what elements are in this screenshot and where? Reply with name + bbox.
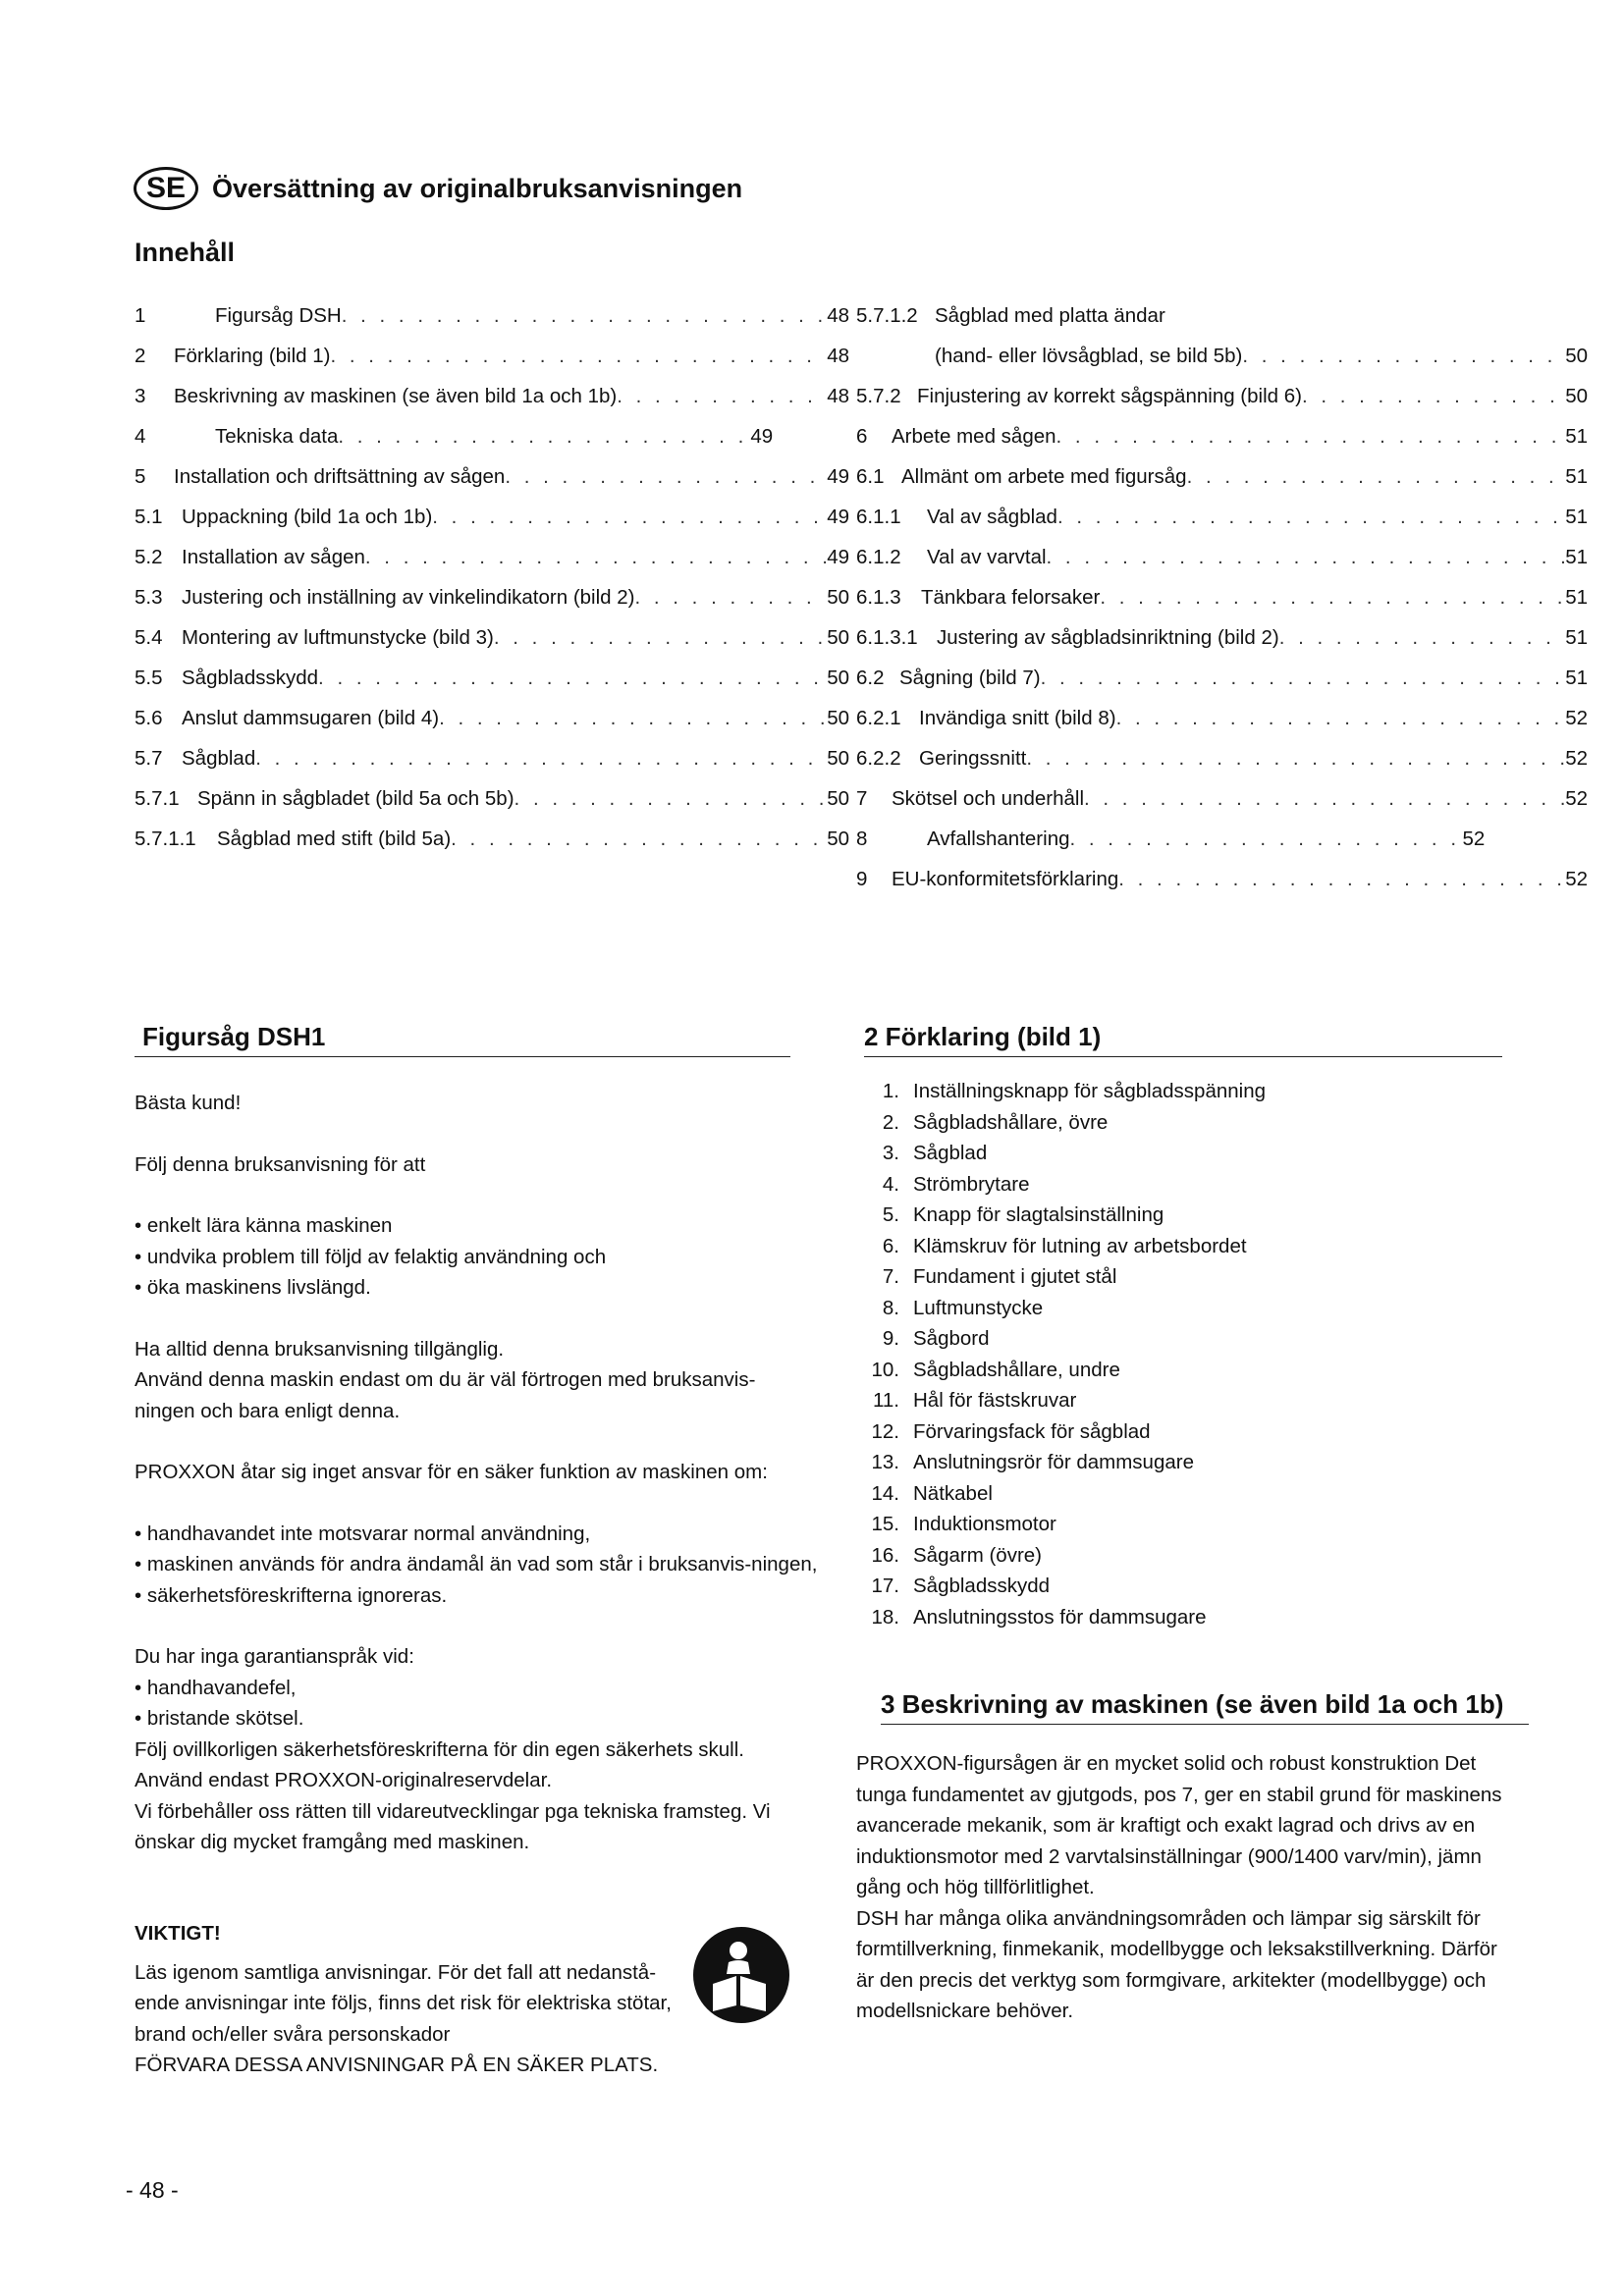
warning-title: VIKTIGT! — [135, 1922, 221, 1945]
toc-entry[interactable] — [135, 465, 849, 506]
legend-item: 17. Sågbladsskydd — [856, 1575, 1504, 1606]
toc-entry[interactable] — [856, 345, 1588, 385]
toc-entry-page: 50 — [827, 707, 849, 729]
legend-item-text: Fundament i gjutet stål — [913, 1265, 1117, 1288]
toc-entry[interactable] — [856, 465, 1588, 506]
toc-entry-number: 6.2 — [856, 667, 885, 689]
toc-entry-page: 49 — [827, 506, 849, 528]
legend-item: 5. Knapp för slagtalsinställning — [856, 1203, 1504, 1235]
toc-entry[interactable] — [135, 707, 849, 747]
toc-entry-number: 6.1.3 — [856, 586, 901, 609]
bullet-item: • öka maskinens livslängd. — [135, 1272, 841, 1304]
description-line: DSH har många olika användningsområden och lämpar sig särskilt för — [856, 1906, 1481, 1930]
toc-leader-dots — [1302, 385, 1565, 408]
toc-leader-dots — [1187, 465, 1566, 489]
toc-entry[interactable] — [135, 626, 849, 667]
toc-leader-dots — [318, 667, 827, 690]
document-title: Översättning av originalbruksanvisningen — [212, 173, 743, 203]
toc-entry-number: 5.7.1.1 — [135, 828, 196, 850]
legend-item: 10. Sågbladshållare, undre — [856, 1359, 1504, 1390]
toc-entry-number: 6.1.1 — [856, 506, 901, 528]
legend-item: 18. Anslutningsstos för dammsugare — [856, 1606, 1504, 1637]
legend-item-text: Nätkabel — [913, 1481, 993, 1505]
toc-entry-label: Sågblad — [182, 747, 256, 770]
toc-entry[interactable] — [856, 506, 1588, 546]
toc-entry-number: 2 — [135, 345, 146, 367]
page-number: - 48 - — [126, 2177, 179, 2203]
toc-entry-label: Invändiga snitt (bild 8) — [919, 707, 1116, 729]
toc-leader-dots — [338, 425, 750, 449]
bullet-item: • handhavandet inte motsvarar normal användning, — [135, 1519, 841, 1550]
paragraph: önskar dig mycket framgång med maskinen. — [135, 1831, 530, 1853]
toc-entry-page: 50 — [1565, 345, 1588, 367]
toc-entry-number: 5.7 — [135, 747, 163, 770]
description-line: avancerade mekanik, som är kraftigt och exakt lagrad och drivs av en — [856, 1814, 1476, 1837]
legend-item: 15. Induktionsmotor — [856, 1513, 1504, 1544]
section-title-forklaring: 2 Förklaring (bild 1) — [864, 1022, 1502, 1057]
warning-block — [135, 1918, 704, 2081]
toc-entry-page: 52 — [1565, 707, 1588, 729]
toc-entry-page: 50 — [827, 828, 849, 850]
legend-item-text: Sågbladsskydd — [913, 1575, 1051, 1597]
toc-entry[interactable] — [135, 304, 849, 345]
toc-leader-dots — [1041, 667, 1566, 690]
toc-entry-label: Installation och driftsättning av sågen — [174, 465, 506, 488]
toc-entry-page: 49 — [827, 465, 849, 488]
legend-item-text: Klämskruv för lutning av arbetsbordet — [913, 1234, 1247, 1257]
legend-item: 7. Fundament i gjutet stål — [856, 1265, 1504, 1297]
description-line: tunga fundamentet av gjutgods, pos 7, ger en stabil grund för maskinens — [856, 1783, 1502, 1806]
legend-item-text: Knapp för slagtalsinställning — [913, 1203, 1164, 1226]
toc-leader-dots — [635, 586, 828, 610]
legend-item-text: Strömbrytare — [913, 1172, 1030, 1196]
toc-entry-label: Justering och inställning av vinkelindikatorn (bild 2) — [182, 586, 635, 609]
toc-entry-page: 51 — [1565, 546, 1588, 568]
toc-entry-number: 5.1 — [135, 506, 163, 528]
bullet-item: • undvika problem till följd av felaktig användning och — [135, 1242, 841, 1273]
toc-entry-page: 52 — [1565, 747, 1588, 770]
toc-entry[interactable] — [856, 425, 1588, 465]
paragraph: PROXXON åtar sig inget ansvar för en säker funktion av maskinen om: — [135, 1461, 768, 1483]
toc-entry-number: 4 — [135, 425, 146, 448]
legend-item: 11. Hål för fästskruvar — [856, 1389, 1504, 1420]
document-header — [134, 167, 742, 210]
legend-item-text: Anslutningsstos för dammsugare — [913, 1605, 1207, 1629]
description-line: är den precis det verktyg som formgivare, arkitekter (modellbygge) och — [856, 1968, 1487, 1992]
section1-body — [135, 1088, 841, 1858]
read-manual-icon — [693, 1927, 789, 2023]
toc-entry-page: 50 — [827, 747, 849, 770]
toc-entry-page: 52 — [1462, 828, 1486, 850]
toc-entry-number: 5.5 — [135, 667, 163, 689]
intro-text: Följ denna bruksanvisning för att — [135, 1152, 426, 1176]
toc-entry-number: 6 — [856, 425, 868, 448]
paragraph: Ha alltid denna bruksanvisning tillgänglig. — [135, 1337, 505, 1361]
toc-leader-dots — [331, 345, 828, 368]
toc-leader-dots — [451, 828, 827, 851]
toc-entry-page: 50 — [827, 667, 849, 689]
toc-entry-label: Allmänt om arbete med figursåg — [901, 465, 1187, 488]
toc-entry-label: Installation av sågen — [182, 546, 365, 568]
toc-entry-page: 50 — [1565, 385, 1588, 407]
toc-entry-number: 6.1.2 — [856, 546, 901, 568]
toc-entry-label: Figursåg DSH — [215, 304, 342, 327]
greeting: Bästa kund! — [135, 1092, 242, 1114]
legend-item: 1. Inställningsknapp för sågbladsspänning — [856, 1080, 1504, 1111]
toc-leader-dots — [255, 747, 827, 771]
legend-item: 6. Klämskruv för lutning av arbetsbordet — [856, 1235, 1504, 1266]
toc-entry-number: 5.2 — [135, 546, 163, 568]
toc-entry-page: 50 — [827, 586, 849, 609]
toc-entry-number: 5.7.2 — [856, 385, 901, 407]
legend-item-text: Hål för fästskruvar — [913, 1389, 1077, 1412]
legend-item-text: Sågblad — [913, 1142, 988, 1164]
toc-entry-number: 5 — [135, 465, 146, 488]
toc-entry[interactable] — [856, 868, 1588, 908]
toc-entry[interactable] — [135, 345, 849, 385]
toc-leader-dots — [1116, 707, 1566, 730]
toc-leader-dots — [1100, 586, 1565, 610]
toc-entry[interactable] — [856, 787, 1588, 828]
toc-leader-dots — [494, 626, 827, 650]
toc-entry-page: 49 — [750, 425, 774, 448]
toc-entry-label: Skötsel och underhåll — [892, 787, 1085, 810]
toc-entry-label: Avfallshantering — [927, 828, 1070, 850]
toc-entry[interactable] — [856, 304, 1588, 345]
toc-entry[interactable] — [135, 828, 849, 868]
paragraph: Använd denna maskin endast om du är väl förtrogen med bruksanvis- — [135, 1368, 756, 1391]
paragraph: Följ ovillkorligen säkerhetsföreskrifterna för din egen säkerhets skull. — [135, 1737, 744, 1761]
toc-entry-label: Val av sågblad — [927, 506, 1057, 528]
toc-leader-dots — [365, 546, 827, 569]
toc-leader-dots — [1070, 828, 1463, 851]
toc-entry-label: (hand- eller lövsågblad, se bild 5b) — [935, 345, 1243, 367]
legend-item: 12. Förvaringsfack för sågblad — [856, 1420, 1504, 1452]
warning-line: brand och/eller svåra personskador — [135, 2022, 451, 2046]
warning-line: Läs igenom samtliga anvisningar. För det fall att nedanstå- — [135, 1960, 657, 1984]
toc-entry-number: 1 — [135, 304, 146, 327]
legend-item: 14. Nätkabel — [856, 1482, 1504, 1514]
toc-entry-label: Sågblad med stift (bild 5a) — [217, 828, 452, 850]
toc-entry-label: Tänkbara felorsaker — [921, 586, 1101, 609]
warning-line: FÖRVARA DESSA ANVISNINGAR PÅ EN SÄKER PLATS. — [135, 2054, 659, 2076]
toc-entry-label: Sågbladsskydd — [182, 667, 319, 689]
paragraph: Använd endast PROXXON-originalreservdelar. — [135, 1769, 553, 1791]
warning-line: ende anvisningar inte följs, finns det risk för elektriska stötar, — [135, 1992, 672, 2014]
toc-right-column — [856, 304, 1588, 908]
legend-item: 9. Sågbord — [856, 1327, 1504, 1359]
toc-entry[interactable] — [135, 546, 849, 586]
language-badge: SE — [134, 167, 198, 210]
toc-entry[interactable] — [135, 667, 849, 707]
toc-entry-page: 48 — [827, 385, 849, 407]
toc-entry-number: 5.4 — [135, 626, 163, 649]
toc-entry[interactable] — [856, 586, 1588, 626]
description-line: formtillverkning, finmekanik, modellbygge och leksakstillverkning. Därför — [856, 1938, 1497, 1960]
toc-entry-label: Beskrivning av maskinen (se även bild 1a och 1b) — [174, 385, 618, 407]
toc-entry-number: 3 — [135, 385, 146, 407]
toc-entry-number: 9 — [856, 868, 868, 890]
bullet-item: • handhavandefel, — [135, 1673, 841, 1704]
toc-leader-dots — [1047, 546, 1566, 569]
toc-entry[interactable] — [856, 385, 1588, 425]
legend-list — [856, 1080, 1504, 1636]
description-line: modellsnickare behöver. — [856, 2000, 1074, 2022]
legend-item-text: Sågbladshållare, undre — [913, 1358, 1120, 1381]
toc-entry-page: 51 — [1565, 506, 1588, 528]
toc-leader-dots — [1057, 506, 1565, 529]
toc-entry-number: 6.2.1 — [856, 707, 901, 729]
toc-entry-label: EU-konformitetsförklaring — [892, 868, 1119, 890]
toc-entry-label: Val av varvtal — [927, 546, 1047, 568]
legend-item: 4. Strömbrytare — [856, 1173, 1504, 1204]
toc-entry-page: 49 — [827, 546, 849, 568]
section3-body — [856, 1748, 1563, 2027]
toc-entry-number: 7 — [856, 787, 868, 810]
toc-entry-label: Sågblad med platta ändar — [935, 304, 1165, 327]
toc-leader-dots — [505, 465, 827, 489]
section-title-figursag: Figursåg DSH1 — [135, 1022, 790, 1057]
toc-entry-page: 50 — [827, 787, 849, 810]
toc-entry-label: Spänn in sågbladet (bild 5a och 5b) — [197, 787, 514, 810]
legend-item-text: Förvaringsfack för sågblad — [913, 1419, 1151, 1443]
legend-item-text: Sågbladshållare, övre — [913, 1110, 1109, 1134]
paragraph: Vi förbehåller oss rätten till vidareutvecklingar pga tekniska framsteg. Vi — [135, 1799, 771, 1823]
toc-leader-dots — [1242, 345, 1565, 368]
bullet-item: • maskinen används för andra ändamål än vad som står i bruksanvis-ningen, — [135, 1549, 822, 1580]
toc-leader-dots — [1118, 868, 1565, 891]
legend-item: 2. Sågbladshållare, övre — [856, 1111, 1504, 1143]
toc-left-column — [135, 304, 849, 868]
toc-entry[interactable] — [135, 747, 849, 787]
description-line: induktionsmotor med 2 varvtalsinställningar (900/1400 varv/min), jämn — [856, 1844, 1482, 1868]
toc-entry[interactable] — [856, 707, 1588, 747]
toc-leader-dots — [1279, 626, 1566, 650]
toc-entry-page: 51 — [1565, 465, 1588, 488]
toc-entry-number: 6.1 — [856, 465, 885, 488]
toc-entry-label: Arbete med sågen — [892, 425, 1056, 448]
legend-item: 8. Luftmunstycke — [856, 1297, 1504, 1328]
toc-entry-page: 51 — [1565, 667, 1588, 689]
bullet-item: • säkerhetsföreskrifterna ignoreras. — [135, 1580, 841, 1612]
toc-entry-label: Anslut dammsugaren (bild 4) — [182, 707, 440, 729]
toc-entry[interactable] — [856, 747, 1588, 787]
toc-entry[interactable] — [135, 506, 849, 546]
toc-entry-number: 8 — [856, 828, 868, 850]
legend-item-text: Sågbord — [913, 1327, 990, 1350]
toc-entry-label: Tekniska data — [215, 425, 339, 448]
legend-item: 3. Sågblad — [856, 1142, 1504, 1173]
toc-leader-dots — [617, 385, 827, 408]
legend-item-text: Luftmunstycke — [913, 1296, 1044, 1319]
toc-entry-page: 48 — [827, 304, 849, 327]
toc-entry-number: 5.3 — [135, 586, 163, 609]
toc-entry-page: 50 — [827, 626, 849, 649]
toc-leader-dots — [514, 787, 828, 811]
description-line: gång och hög tillförlitlighet. — [856, 1876, 1095, 1898]
toc-entry-page: 48 — [827, 345, 849, 367]
toc-entry-number: 5.7.1.2 — [856, 304, 918, 327]
toc-entry-number: 6.1.3.1 — [856, 626, 918, 649]
toc-entry[interactable] — [135, 385, 849, 425]
toc-leader-dots — [1084, 787, 1565, 811]
toc-entry[interactable] — [856, 546, 1588, 586]
toc-entry[interactable] — [135, 586, 849, 626]
toc-entry-label: Geringssnitt — [919, 747, 1027, 770]
section-title-beskrivning: 3 Beskrivning av maskinen (se även bild 1a och 1b) — [881, 1689, 1529, 1725]
legend-item: 16. Sågarm (övre) — [856, 1544, 1504, 1575]
toc-entry-number: 5.6 — [135, 707, 163, 729]
toc-entry-number: 6.2.2 — [856, 747, 901, 770]
toc-entry[interactable] — [856, 828, 1588, 868]
toc-entry-label: Montering av luftmunstycke (bild 3) — [182, 626, 494, 649]
toc-entry-label: Sågning (bild 7) — [899, 667, 1041, 689]
toc-entry-label: Uppackning (bild 1a och 1b) — [182, 506, 433, 528]
toc-entry-page: 52 — [1565, 787, 1588, 810]
toc-entry[interactable] — [135, 787, 849, 828]
toc-entry-page: 51 — [1565, 425, 1588, 448]
description-line: PROXXON-figursågen är en mycket solid och robust konstruktion Det — [856, 1752, 1477, 1775]
bullet-item: • enkelt lära känna maskinen — [135, 1210, 841, 1242]
toc-leader-dots — [1026, 747, 1565, 771]
legend-item-text: Inställningsknapp för sågbladsspänning — [913, 1080, 1267, 1102]
toc-entry-number: 5.7.1 — [135, 787, 180, 810]
legend-item-text: Induktionsmotor — [913, 1513, 1056, 1535]
toc-entry-label: Förklaring (bild 1) — [174, 345, 331, 367]
legend-item: 13. Anslutningsrör för dammsugare — [856, 1451, 1504, 1482]
toc-leader-dots — [1056, 425, 1566, 449]
bullet-item: • bristande skötsel. — [135, 1703, 841, 1735]
toc-entry-page: 51 — [1565, 586, 1588, 609]
toc-leader-dots — [432, 506, 827, 529]
toc-entry-label: Finjustering av korrekt sågspänning (bild 6) — [917, 385, 1302, 407]
toc-entry[interactable] — [135, 425, 849, 465]
toc-entry-label: Justering av sågbladsinriktning (bild 2) — [937, 626, 1279, 649]
toc-entry[interactable] — [856, 667, 1588, 707]
legend-item-text: Anslutningsrör för dammsugare — [913, 1451, 1194, 1473]
toc-entry-page: 52 — [1565, 868, 1588, 890]
toc-entry[interactable] — [856, 626, 1588, 667]
paragraph: ningen och bara enligt denna. — [135, 1399, 401, 1422]
paragraph: Du har inga garantianspråk vid: — [135, 1645, 414, 1668]
toc-leader-dots — [342, 304, 827, 328]
toc-entry-page: 51 — [1565, 626, 1588, 649]
legend-item-text: Sågarm (övre) — [913, 1543, 1043, 1567]
toc-heading: Innehåll — [135, 238, 236, 267]
toc-leader-dots — [439, 707, 827, 730]
